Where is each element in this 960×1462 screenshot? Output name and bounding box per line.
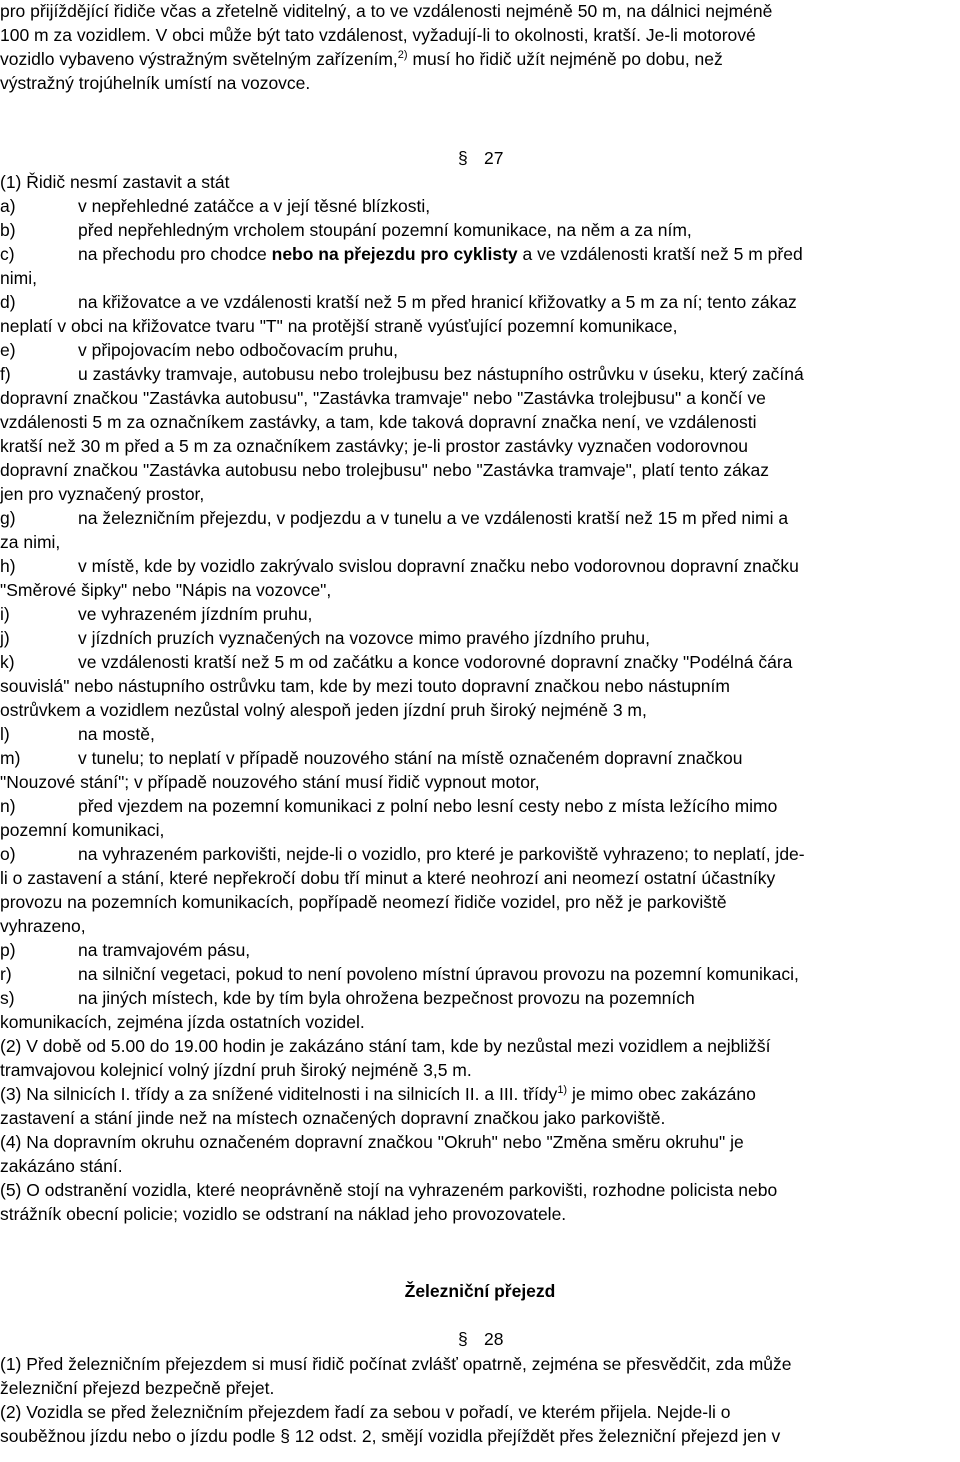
- item-key: k): [0, 652, 15, 672]
- item-text: v nepřehledné zatáčce a v její těsné blízkosti,: [78, 196, 431, 216]
- item-text: v jízdních pruzích vyznačených na vozovce mimo pravého jízdního pruhu,: [78, 628, 650, 648]
- intro-line-3: [0, 48, 723, 70]
- item-o: [0, 843, 805, 865]
- section-heading: Železniční přejezd: [404, 1281, 556, 1301]
- item-f-cont-5: jen pro vyznačený prostor,: [0, 484, 205, 504]
- par28-sub2-line-1: (2) Vozidla se před železničním přejezdem řadí za sebou v pořadí, ve kterém přijela. Nejde-li o: [0, 1402, 731, 1422]
- item-text: na tramvajovém pásu,: [78, 940, 251, 960]
- item-k-cont-2: ostrůvkem a vozidlem nezůstal volný alespoň jeden jízdní pruh široký nejméně 3 m,: [0, 700, 647, 720]
- item-key: p): [0, 940, 16, 960]
- item-d: [0, 291, 797, 313]
- item-c-cont: nimi,: [0, 268, 37, 288]
- item-key: s): [0, 988, 15, 1008]
- item-a: [0, 195, 430, 217]
- item-o-cont-1: li o zastavení a stání, které nepřekročí dobu tří minut a které neohrozí ani neomezí ostatní účastníky: [0, 868, 776, 888]
- item-s-cont: komunikacích, zejména jízda ostatních vozidel.: [0, 1012, 365, 1032]
- item-f-cont-1: dopravní značkou "Zastávka autobusu", "Zastávka tramvaje" nebo "Zastávka trolejbusu" a končí ve: [0, 388, 766, 408]
- item-h: [0, 555, 799, 577]
- item-text: v připojovacím nebo odbočovacím pruhu,: [78, 340, 399, 360]
- item-text: v místě, kde by vozidlo zakrývalo svislou dopravní značku nebo vodorovnou dopravní značku: [78, 556, 799, 576]
- item-text: na železničním přejezdu, v podjezdu a v tunelu a ve vzdálenosti kratší než 15 m před nimi a: [78, 508, 789, 528]
- item-b: [0, 219, 692, 241]
- item-i: [0, 603, 312, 625]
- par27-sub4-line-1: (4) Na dopravním okruhu označeném dopravní značkou "Okruh" nebo "Změna směru okruhu" je: [0, 1132, 744, 1152]
- paragraph-28-heading: [458, 1328, 503, 1350]
- par27-sub1: (1) Řidič nesmí zastavit a stát: [0, 172, 230, 192]
- item-key: i): [0, 604, 10, 624]
- item-text: na vyhrazeném parkovišti, nejde-li o vozidlo, pro které je parkoviště vyhrazeno; to neplatí, jde-: [78, 844, 805, 864]
- item-n-cont: pozemní komunikaci,: [0, 820, 165, 840]
- intro-line-3b: musí ho řidič užít nejméně po dobu, než: [407, 49, 723, 69]
- item-text: před vjezdem na pozemní komunikaci z polní nebo lesní cesty nebo z místa ležícího mimo: [78, 796, 778, 816]
- par27-sub3-line-1: [0, 1083, 756, 1105]
- par27-sub4-line-2: zakázáno stání.: [0, 1156, 123, 1176]
- item-n: [0, 795, 777, 817]
- item-j: [0, 627, 650, 649]
- item-bold-text: nebo na přejezdu pro cyklisty: [271, 244, 518, 264]
- item-key: d): [0, 292, 16, 312]
- paragraph-number: 27: [484, 148, 504, 168]
- item-text: a ve vzdálenosti kratší než 5 m před: [517, 244, 803, 264]
- item-f-cont-2: vzdálenosti 5 m za označníkem zastávky, a tam, kde taková dopravní značka není, ve vzdálenosti: [0, 412, 757, 432]
- section-sign: §: [458, 1329, 468, 1349]
- item-e: [0, 339, 398, 361]
- par28-sub2-line-2: souběžnou jízdu nebo o jízdu podle § 12 odst. 2, smějí vozidla přejíždět přes železniční přejezd jen v: [0, 1426, 781, 1446]
- item-o-cont-3: vyhrazeno,: [0, 916, 86, 936]
- intro-line-1: pro přijíždějící řidiče včas a zřetelně viditelný, a to ve vzdálenosti nejméně 50 m, na dálnici nejméně: [0, 1, 773, 21]
- intro-line-3a: vozidlo vybaveno výstražným světelným zařízením,: [0, 49, 398, 69]
- item-f-cont-3: kratší než 30 m před a 5 m za označníkem zastávky; je-li prostor zastávky vyznačen vodorovnou: [0, 436, 748, 456]
- par27-sub2-line-1: (2) V době od 5.00 do 19.00 hodin je zakázáno stání tam, kde by nezůstal mezi vozidlem a nejbližší: [0, 1036, 771, 1056]
- item-key: o): [0, 844, 16, 864]
- item-m: [0, 747, 742, 769]
- item-f: [0, 363, 804, 385]
- item-k: [0, 651, 792, 673]
- par28-sub1-line-2: železniční přejezd bezpečně přejet.: [0, 1378, 275, 1398]
- item-g-cont: za nimi,: [0, 532, 61, 552]
- item-d-cont: neplatí v obci na křižovatce tvaru "T" na protější straně vyúsťující pozemní komunikace,: [0, 316, 678, 336]
- item-text: na mostě,: [78, 724, 155, 744]
- item-g: [0, 507, 788, 529]
- item-text: u zastávky tramvaje, autobusu nebo trolejbusu bez nástupního ostrůvku v úseku, který začíná: [78, 364, 804, 384]
- item-key: f): [0, 364, 11, 384]
- item-key: m): [0, 748, 21, 768]
- paragraph-number: 28: [484, 1329, 504, 1349]
- item-key: g): [0, 508, 16, 528]
- par27-sub5-line-2: strážník obecní policie; vozidlo se odstraní na náklad jeho provozovatele.: [0, 1204, 567, 1224]
- item-key: a): [0, 196, 16, 216]
- item-k-cont-1: souvislá" nebo nástupního ostrůvku tam, kde by mezi touto dopravní značkou nebo nástupním: [0, 676, 730, 696]
- item-text: na jiných místech, kde by tím byla ohrožena bezpečnost provozu na pozemních: [78, 988, 695, 1008]
- item-s: [0, 987, 695, 1009]
- item-text: na křižovatce a ve vzdálenosti kratší než 5 m před hranicí křižovatky a 5 m za ní; tento zákaz: [78, 292, 797, 312]
- item-key: r): [0, 964, 12, 984]
- item-key: e): [0, 340, 16, 360]
- item-key: c): [0, 244, 15, 264]
- item-key: j): [0, 628, 10, 648]
- par27-sub2-line-2: tramvajovou kolejnicí volný jízdní pruh široký nejméně 3,5 m.: [0, 1060, 472, 1080]
- item-f-cont-4: dopravní značkou "Zastávka autobusu nebo trolejbusu" nebo "Zastávka tramvaje", platí tento zákaz: [0, 460, 770, 480]
- item-l: [0, 723, 155, 745]
- item-text: ve vyhrazeném jízdním pruhu,: [78, 604, 313, 624]
- par28-sub1-line-1: (1) Před železničním přejezdem si musí řidič počínat zvlášť opatrně, zejména se přesvědčit, zda může: [0, 1354, 792, 1374]
- item-text: na přechodu pro chodce: [78, 244, 272, 264]
- item-h-cont: "Směrové šipky" nebo "Nápis na vozovce",: [0, 580, 332, 600]
- item-text: před nepřehledným vrcholem stoupání pozemní komunikace, na něm a za ním,: [78, 220, 692, 240]
- item-key: b): [0, 220, 16, 240]
- item-key: h): [0, 556, 16, 576]
- footnote-ref-1[interactable]: 1): [557, 1084, 568, 1096]
- par27-sub3-text-b: je mimo obec zakázáno: [567, 1084, 756, 1104]
- paragraph-27-heading: [458, 147, 503, 169]
- item-o-cont-2: provozu na pozemních komunikacích, popřípadě neomezí řidiče vozidel, pro něž je parkoviště: [0, 892, 727, 912]
- intro-line-2: 100 m za vozidlem. V obci může být tato vzdálenost, vyžadují-li to okolnosti, kratší. Je-li motorové: [0, 25, 756, 45]
- par27-sub3-text: (3) Na silnicích I. třídy a za snížené viditelnosti i na silnicích II. a III. třídy: [0, 1084, 558, 1104]
- item-text: v tunelu; to neplatí v případě nouzového stání na místě označeném dopravní značkou: [78, 748, 743, 768]
- par27-sub3-line-2: zastavení a stání jinde než na místech označených dopravní značkou jako parkoviště.: [0, 1108, 666, 1128]
- item-m-cont: "Nouzové stání"; v případě nouzového stání musí řidič vypnout motor,: [0, 772, 540, 792]
- item-p: [0, 939, 250, 961]
- section-sign: §: [458, 148, 468, 168]
- item-text: na silniční vegetaci, pokud to není povoleno místní úpravou provozu na pozemní komunikaci,: [78, 964, 799, 984]
- item-text: ve vzdálenosti kratší než 5 m od začátku a konce vodorovné dopravní značky "Podélná čára: [78, 652, 793, 672]
- item-key: n): [0, 796, 16, 816]
- item-c: [0, 243, 803, 265]
- item-key: l): [0, 724, 10, 744]
- item-r: [0, 963, 799, 985]
- footnote-ref-2[interactable]: 2): [397, 49, 408, 61]
- intro-line-4: výstražný trojúhelník umístí na vozovce.: [0, 73, 311, 93]
- par27-sub5-line-1: (5) O odstranění vozidla, které neoprávněně stojí na vyhrazeném parkovišti, rozhodne policista nebo: [0, 1180, 778, 1200]
